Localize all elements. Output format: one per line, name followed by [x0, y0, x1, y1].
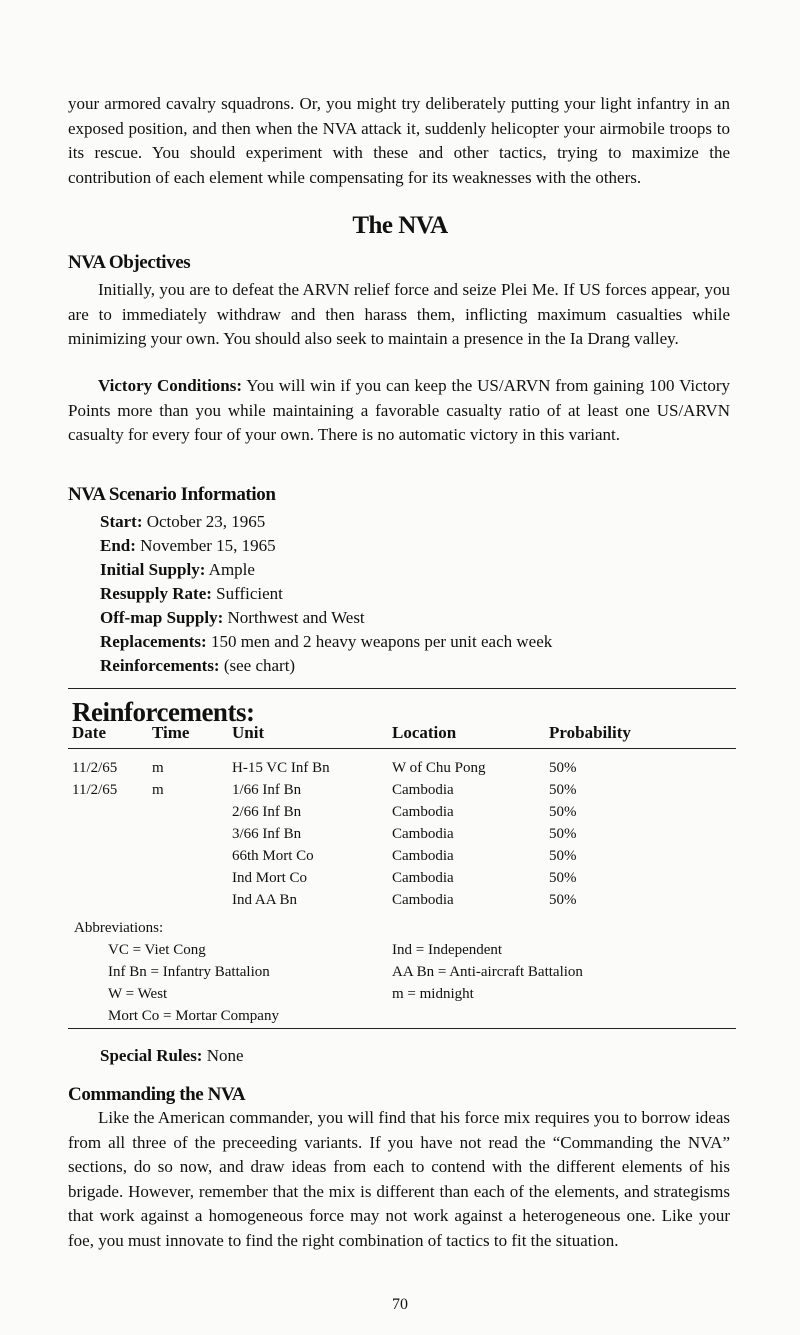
- info-end: [100, 534, 720, 558]
- header-unit: Unit: [232, 723, 265, 742]
- table-row: [72, 757, 649, 779]
- info-label: Initial Supply:: [100, 560, 206, 579]
- info-resupply-rate: [100, 582, 720, 606]
- cell-unit: H-15 VC Inf Bn: [232, 760, 330, 776]
- header-time: Time: [152, 723, 190, 742]
- cell-time: [152, 867, 232, 889]
- info-replacements: [100, 630, 720, 654]
- header-location: Location: [392, 723, 457, 742]
- abbreviations-left: [108, 939, 279, 1027]
- cell-probability: 50%: [549, 892, 577, 908]
- cell-location: W of Chu Pong: [392, 760, 486, 776]
- abbreviation-item: W = West: [108, 986, 168, 1002]
- info-reinforcements: [100, 654, 720, 678]
- special-rules-label: Special Rules:: [100, 1046, 203, 1065]
- cell-location: Cambodia: [392, 848, 454, 864]
- cell-date: [72, 845, 152, 867]
- cell-probability: 50%: [549, 760, 577, 776]
- cell-probability: 50%: [549, 870, 577, 886]
- victory-paragraph: [68, 374, 730, 448]
- cell-time: [152, 889, 232, 911]
- cell-time: [152, 845, 232, 867]
- abbreviation-item: VC = Viet Cong: [108, 942, 206, 958]
- cell-probability: 50%: [549, 782, 577, 798]
- special-rules-value: None: [206, 1046, 244, 1065]
- table-row: [72, 779, 649, 801]
- scenario-info-list: [100, 510, 720, 678]
- info-value: Northwest and West: [227, 608, 365, 627]
- victory-text: You will win if you can keep the US/ARVN from gaining 100 Victory Points more than you while maintaining a favorable casualty ratio of at least one US/ARVN casualty for every four of your own. There is no automatic victory in this variant.: [68, 376, 730, 444]
- info-value: Sufficient: [216, 584, 283, 603]
- cell-unit: 1/66 Inf Bn: [232, 782, 302, 798]
- objectives-heading: NVA Objectives: [68, 252, 191, 273]
- table-row: [72, 845, 649, 867]
- cell-time: m: [152, 760, 164, 776]
- cell-time: m: [152, 782, 164, 798]
- header-probability: Probability: [549, 723, 631, 742]
- abbreviation-item: m = midnight: [392, 986, 474, 1002]
- table-row: [72, 889, 649, 911]
- section-title: The NVA: [352, 212, 448, 239]
- cell-time: [152, 801, 232, 823]
- cell-unit: 3/66 Inf Bn: [232, 826, 302, 842]
- abbreviation-item: AA Bn = Anti-aircraft Battalion: [392, 964, 583, 980]
- cell-date: 11/2/65: [72, 760, 118, 776]
- cell-date: 11/2/65: [72, 782, 118, 798]
- header-date: Date: [72, 723, 106, 742]
- info-offmap-supply: [100, 606, 720, 630]
- info-value: Ample: [208, 560, 255, 579]
- info-label: Resupply Rate:: [100, 584, 212, 603]
- abbreviation-item: Mort Co = Mortar Company: [108, 1008, 279, 1024]
- header-rule: [68, 748, 736, 749]
- victory-label: Victory Conditions:: [98, 376, 243, 395]
- table-row: [72, 801, 649, 823]
- page-number: 70: [392, 1296, 408, 1313]
- cell-probability: 50%: [549, 848, 577, 864]
- cell-unit: 66th Mort Co: [232, 848, 314, 864]
- reinforcements-title: Reinforcements:: [72, 697, 255, 727]
- cell-probability: 50%: [549, 804, 577, 820]
- abbreviation-item: Inf Bn = Infantry Battalion: [108, 964, 270, 980]
- objectives-paragraph: Initially, you are to defeat the ARVN relief force and seize Plei Me. If US forces appear, you are to immediately withdraw and then harass them, inflicting maximum casualties while minimizing your own. You should also seek to maintain a presence in the Ia Drang valley.: [68, 280, 730, 348]
- info-start: [100, 510, 720, 534]
- info-value: (see chart): [223, 656, 296, 675]
- commanding-paragraph: Like the American commander, you will find that his force mix requires you to borrow ideas from all three of the preceeding variants. If you have not read the “Commanding the NVA” sections, do so now, and draw ideas from each to contend with the different elements of his brigade. However, remember that the mix is different than each of the elements, and strategisms that work against a homogeneous force may not work against a heterogeneous one. Like your foe, you must innovate to find the right combination of tactics to fit the situation.: [68, 1108, 730, 1250]
- info-value: October 23, 1965: [146, 512, 266, 531]
- cell-location: Cambodia: [392, 826, 454, 842]
- cell-location: Cambodia: [392, 870, 454, 886]
- table-bottom-rule: [68, 1028, 736, 1029]
- cell-probability: 50%: [549, 826, 577, 842]
- table-top-rule: [68, 688, 736, 689]
- table-row: [72, 823, 649, 845]
- info-label: Off-map Supply:: [100, 608, 224, 627]
- info-label: Reinforcements:: [100, 656, 220, 675]
- cell-location: Cambodia: [392, 892, 454, 908]
- cell-unit: Ind Mort Co: [232, 870, 307, 886]
- cell-date: [72, 823, 152, 845]
- cell-time: [152, 823, 232, 845]
- cell-location: Cambodia: [392, 804, 454, 820]
- special-rules: [100, 1044, 700, 1069]
- reinforcements-table: [72, 757, 649, 911]
- scenario-heading: NVA Scenario Information: [68, 484, 276, 505]
- info-initial-supply: [100, 558, 720, 582]
- info-value: November 15, 1965: [140, 536, 276, 555]
- info-value: 150 men and 2 heavy weapons per unit each week: [210, 632, 553, 651]
- info-label: Replacements:: [100, 632, 207, 651]
- cell-unit: Ind AA Bn: [232, 892, 298, 908]
- cell-date: [72, 801, 152, 823]
- commanding-heading: Commanding the NVA: [68, 1084, 246, 1105]
- cell-unit: 2/66 Inf Bn: [232, 804, 302, 820]
- abbreviations-right: [392, 939, 583, 1005]
- abbreviations-label: Abbreviations:: [74, 920, 164, 936]
- info-label: Start:: [100, 512, 143, 531]
- cell-date: [72, 867, 152, 889]
- cell-date: [72, 889, 152, 911]
- intro-paragraph: your armored cavalry squadrons. Or, you might try deliberately putting your light infantry in an exposed position, and then when the NVA attack it, suddenly helicopter your airmobile troops to its rescue. You should experiment with these and other tactics, trying to maximize the contribution of each element while compensating for its weaknesses with the others.: [68, 94, 730, 187]
- abbreviation-item: Ind = Independent: [392, 942, 503, 958]
- info-label: End:: [100, 536, 136, 555]
- table-row: [72, 867, 649, 889]
- cell-location: Cambodia: [392, 782, 454, 798]
